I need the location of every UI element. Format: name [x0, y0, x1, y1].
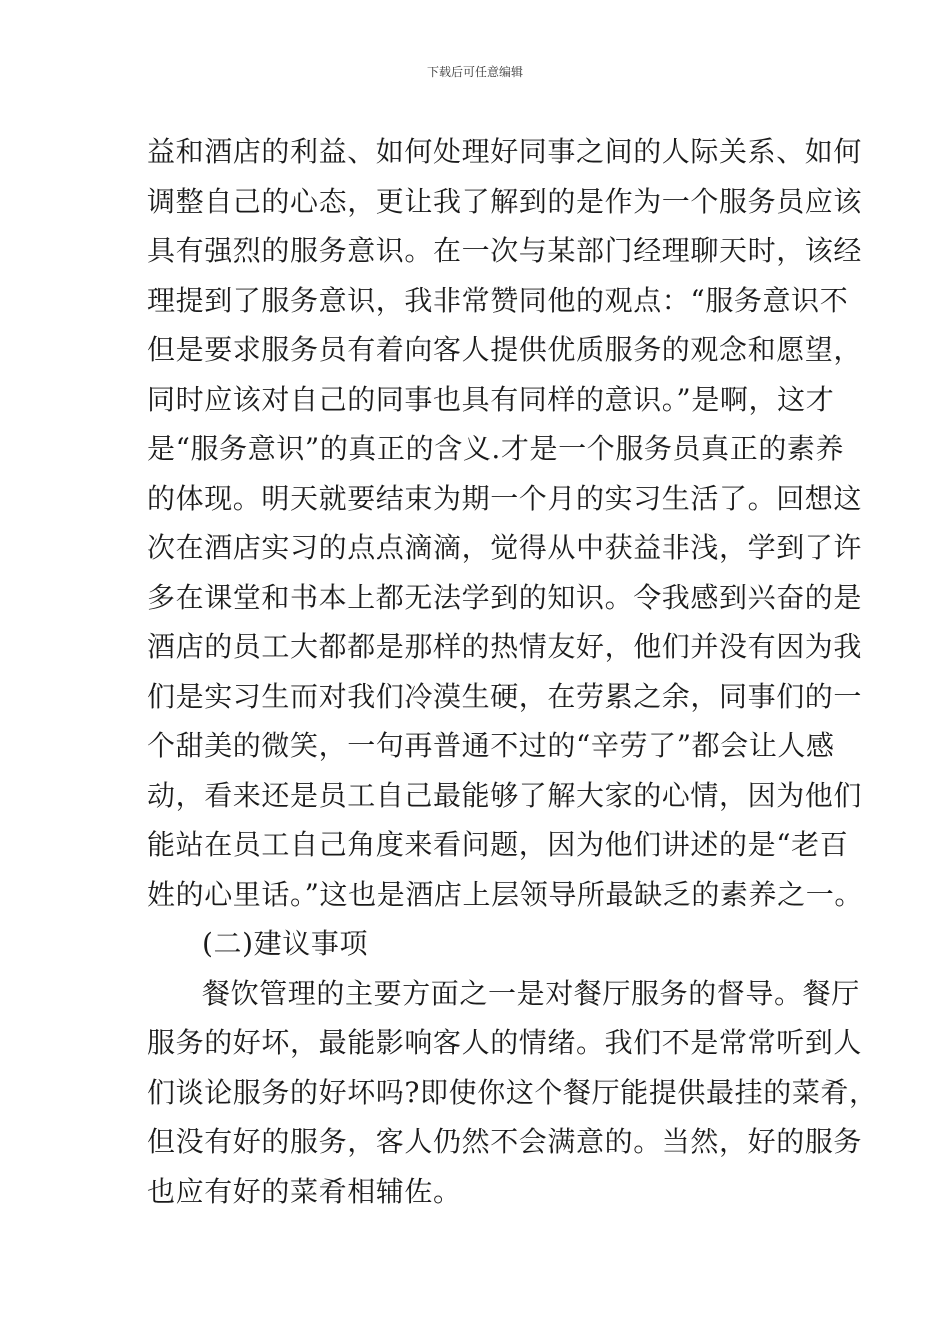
paragraph-line: 也应有好的菜肴相辅佐。 [147, 1174, 462, 1208]
paragraph-line: 具有强烈的服务意识。在一次与某部门经理聊天时，该经 [147, 234, 863, 267]
paragraph-line: 们谈论服务的好坏吗?即使你这个餐厅能提供最挂的菜肴， [147, 1075, 878, 1109]
paragraph-line: 是“服务意识”的真正的含义.才是一个服务员真正的素养 [147, 432, 845, 465]
page-header-note: 下载后可任意编辑 [426, 65, 523, 79]
paragraph-line: 能站在员工自己角度来看问题，因为他们讲述的是“老百 [147, 828, 849, 861]
section-heading: (二)建议事项 [202, 927, 369, 960]
paragraph-line: 调整自己的心态，更让我了解到的是作为一个服务员应该 [147, 184, 863, 218]
document-body [147, 127, 878, 1216]
paragraph-line: 益和酒店的利益、如何处理好同事之间的人际关系、如何 [147, 135, 863, 168]
paragraph-line: 理提到了服务意识，我非常赞同他的观点：“服务意识不 [147, 283, 849, 317]
paragraph-line: 但是要求服务员有着向客人提供优质服务的观念和愿望， [147, 333, 863, 366]
paragraph-line: 姓的心里话。”这也是酒店上层领导所最缺乏的素养之一。 [147, 877, 863, 911]
paragraph-line: 同时应该对自己的同事也具有同样的意识。”是啊，这才 [147, 382, 835, 416]
paragraph-line: 的体现。明天就要结束为期一个月的实习生活了。回想这 [147, 481, 863, 515]
paragraph-line: 多在课堂和书本上都无法学到的知识。令我感到兴奋的是 [147, 580, 863, 614]
paragraph-line: 个甜美的微笑，一句再普通不过的“辛劳了”都会让人感 [147, 729, 835, 762]
paragraph-line: 服务的好坏，最能影响客人的情绪。我们不是常常听到人 [147, 1026, 863, 1059]
paragraph-line: 次在酒店实习的点点滴滴，觉得从中获益非浅，学到了许 [147, 531, 863, 564]
paragraph-line: 餐饮管理的主要方面之一是对餐厅服务的督导。餐厅 [202, 976, 860, 1010]
paragraph-line: 们是实习生而对我们冷漠生硬，在劳累之余，同事们的一 [147, 679, 863, 713]
paragraph-line: 酒店的员工大都都是那样的热情友好，他们并没有因为我 [147, 630, 863, 663]
paragraph-line: 但没有好的服务，客人仍然不会满意的。当然，好的服务 [147, 1125, 863, 1158]
paragraph-line: 动，看来还是员工自己最能够了解大家的心情，因为他们 [147, 778, 863, 812]
